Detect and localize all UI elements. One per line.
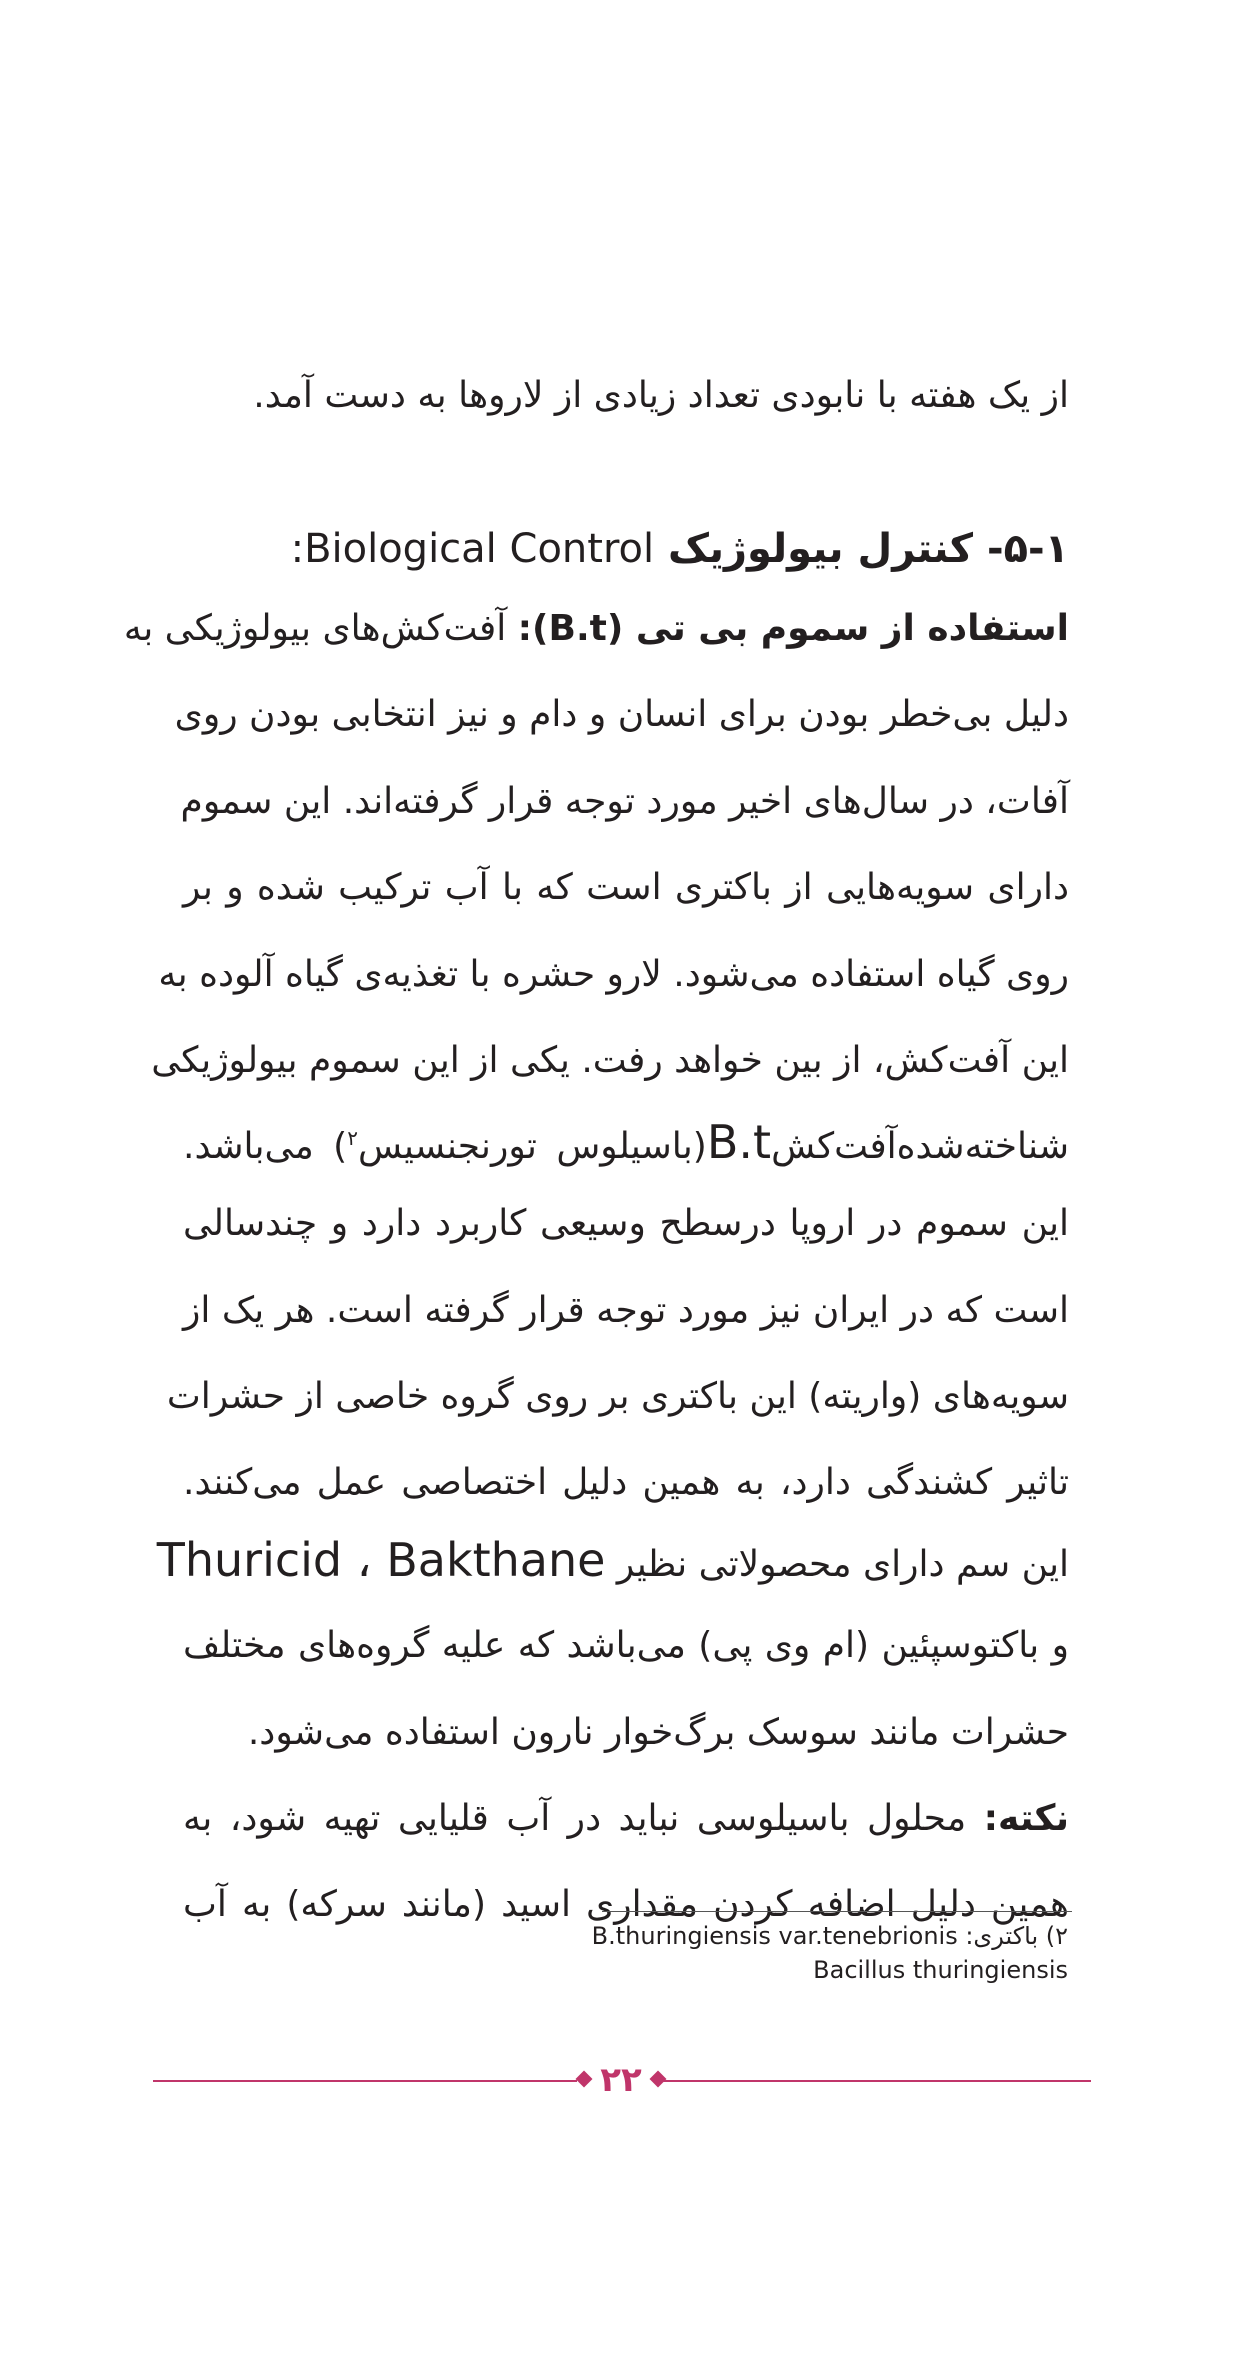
note-label: نکته: [983, 1798, 1069, 1839]
page-number: ۲۲ [600, 2060, 642, 2100]
diamond-ornament-left [576, 2071, 593, 2088]
paragraph-line-1-text: آفت‌کش‌های بیولوژیکی به [123, 608, 507, 649]
paragraph-line-11: تاثیر کشندگی دارد، به همین دلیل اختصاصی عمل می‌کنند. [183, 1462, 1069, 1503]
paragraph-line-9: است که در ایران نیز مورد توجه قرار گرفته است. هر یک از [183, 1290, 1069, 1331]
paragraph-line-2: دلیل بی‌خطر بودن برای انسان و دام و نیز انتخابی بودن روی [174, 694, 1069, 735]
section-number: ۵-۱- [986, 526, 1069, 572]
line7-paren: (باسیلوس تورنجنسیس [357, 1126, 707, 1167]
line7-start: شناخته‌شده‌آفت‌کش [771, 1126, 1069, 1167]
section-colon: : [290, 526, 305, 572]
line12-text: این سم دارای محصولاتی نظیر [616, 1544, 1069, 1585]
paragraph-line-6: این آفت‌کش، از بین خواهد رفت. یکی از این سموم بیولوژیکی [151, 1040, 1069, 1081]
paragraph-line-1 [123, 605, 1069, 653]
footnote-ref: ۲ [347, 1126, 358, 1150]
note-line-1 [183, 1795, 1069, 1843]
intro-line: از یک هفته با نابودی تعداد زیادی از لاروها به دست آمد. [253, 375, 1069, 416]
footnote-latin-2: Bacillus thuringiensis [813, 1956, 1068, 1984]
paragraph-line-4: دارای سویه‌هایی از باکتری است که با آب ترکیب شده و بر [183, 867, 1069, 908]
section-heading [183, 525, 1069, 573]
footnote-divider [602, 1911, 1072, 1912]
product-names: Thuricid ، Bakthane [156, 1533, 606, 1587]
diamond-ornament-right [650, 2071, 667, 2088]
footnote-latin-1: B.thuringiensis var.tenebrionis [591, 1922, 958, 1950]
paragraph-line-7 [183, 1114, 1069, 1171]
section-title-en: Biological Control [304, 526, 655, 572]
page-rule-right [663, 2080, 1091, 2082]
paragraph-line-10: سویه‌های (واریته) این باکتری بر روی گروه خاصی از حشرات [166, 1376, 1069, 1417]
bt-abbrev: B.t [706, 1115, 772, 1169]
section-title-fa: کنترل بیولوژیک [668, 526, 974, 572]
paragraph-line-8: این سموم در اروپا درسطح وسیعی کاربرد دارد و چندسالی [183, 1203, 1069, 1244]
paragraph-lead: استفاده از سموم بی تی (B.t): [517, 608, 1069, 649]
paragraph-line-13: و باکتوسپئین (ام وی پی) می‌باشد که علیه گروه‌های مختلف [183, 1625, 1069, 1666]
paragraph-line-3: آفات، در سال‌های اخیر مورد توجه قرار گرفته‌اند. این سموم [180, 781, 1069, 822]
paragraph-line-12 [156, 1533, 1069, 1589]
note-line-2: همین دلیل اضافه کردن مقداری اسید (مانند سرکه) به آب [183, 1884, 1069, 1925]
page-rule-left [153, 2080, 577, 2082]
footnote-marker: ۲) باکتری: [965, 1922, 1068, 1950]
footnote-1 [592, 1920, 1068, 1952]
note-line-1-text: محلول باسیلوسی نباید در آب قلیایی تهیه شود، به [183, 1798, 967, 1839]
paragraph-line-5: روی گیاه استفاده می‌شود. لارو حشره با تغذیه‌ی گیاه آلوده به [158, 954, 1069, 995]
line7-close: ) [333, 1126, 348, 1167]
line7-end: می‌باشد. [183, 1126, 314, 1167]
paragraph-line-14: حشرات مانند سوسک برگ‌خوار نارون استفاده می‌شود. [247, 1712, 1069, 1753]
